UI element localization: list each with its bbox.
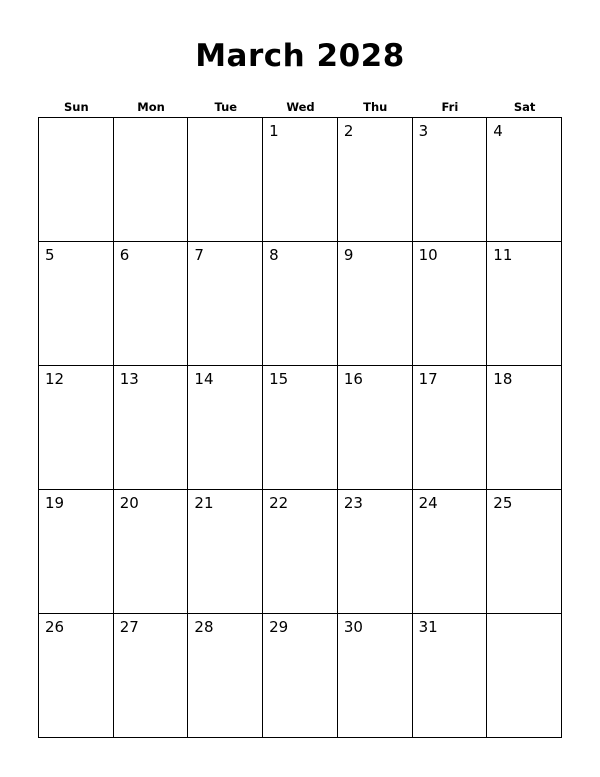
weekday-sat: Sat xyxy=(513,100,536,114)
day-cell xyxy=(487,614,562,738)
day-cell: 21 xyxy=(188,490,263,614)
day-cell: 8 xyxy=(263,242,338,366)
weekday-wed: Wed xyxy=(286,100,315,114)
day-cell: 24 xyxy=(413,490,488,614)
day-cell: 11 xyxy=(487,242,562,366)
day-cell: 17 xyxy=(413,366,488,490)
weekday-mon: Mon xyxy=(137,100,165,114)
day-cell: 27 xyxy=(114,614,189,738)
day-cell: 23 xyxy=(338,490,413,614)
day-cell: 7 xyxy=(188,242,263,366)
day-cell xyxy=(39,118,114,242)
day-cell: 31 xyxy=(413,614,488,738)
day-cell: 28 xyxy=(188,614,263,738)
day-cell: 6 xyxy=(114,242,189,366)
day-cell: 1 xyxy=(263,118,338,242)
day-cell: 16 xyxy=(338,366,413,490)
weekday-fri: Fri xyxy=(441,100,459,114)
day-cell: 19 xyxy=(39,490,114,614)
day-cell: 26 xyxy=(39,614,114,738)
weekday-thu: Thu xyxy=(363,100,388,114)
day-cell: 30 xyxy=(338,614,413,738)
calendar-grid xyxy=(38,117,562,738)
day-cell: 2 xyxy=(338,118,413,242)
day-cell: 15 xyxy=(263,366,338,490)
day-cell xyxy=(114,118,189,242)
day-cell: 29 xyxy=(263,614,338,738)
day-cell: 18 xyxy=(487,366,562,490)
day-cell: 25 xyxy=(487,490,562,614)
weekday-sun: Sun xyxy=(64,100,89,114)
calendar-title: March 2028 xyxy=(195,38,405,74)
day-cell: 12 xyxy=(39,366,114,490)
day-cell xyxy=(188,118,263,242)
day-cell: 3 xyxy=(413,118,488,242)
day-cell: 5 xyxy=(39,242,114,366)
day-cell: 9 xyxy=(338,242,413,366)
weekday-tue: Tue xyxy=(214,100,238,114)
day-cell: 10 xyxy=(413,242,488,366)
day-cell: 14 xyxy=(188,366,263,490)
day-cell: 4 xyxy=(487,118,562,242)
day-cell: 20 xyxy=(114,490,189,614)
day-cell: 22 xyxy=(263,490,338,614)
weekday-header-row xyxy=(39,98,562,116)
day-cell: 13 xyxy=(114,366,189,490)
